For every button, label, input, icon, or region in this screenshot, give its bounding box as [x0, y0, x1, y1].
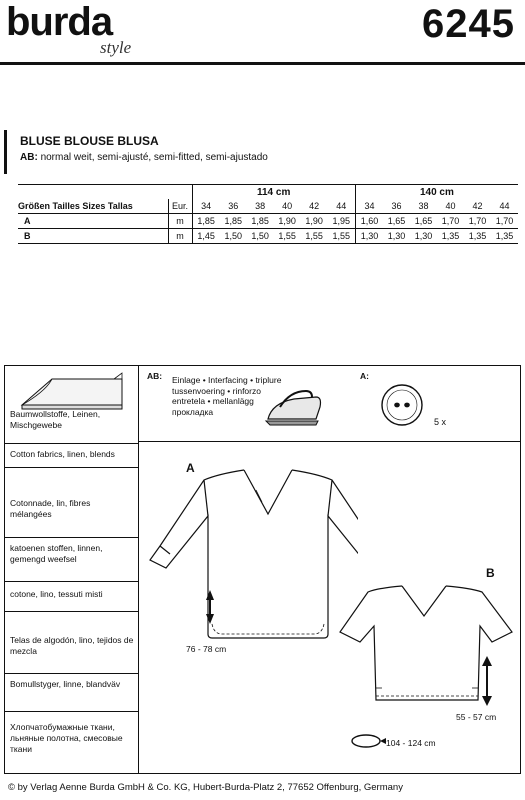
button-view-code: A: — [360, 371, 369, 381]
size-cell: 40 — [274, 199, 301, 214]
iron-icon — [262, 383, 324, 429]
yardage-cell: 1,45 — [192, 229, 220, 244]
yardage-cell: 1,35 — [464, 229, 491, 244]
row-unit: m — [168, 214, 192, 229]
row-view-a: A — [18, 214, 168, 229]
row-view-b: B — [18, 229, 168, 244]
yardage-cell: 1,30 — [355, 229, 383, 244]
view-b-label: B — [486, 566, 495, 580]
size-cell: 40 — [437, 199, 464, 214]
size-cell: 42 — [301, 199, 328, 214]
size-cell: 34 — [355, 199, 383, 214]
fabric-fr: Cotonnade, lin, fibres mélangées — [10, 498, 91, 519]
yardage-cell: 1,90 — [274, 214, 301, 229]
garment-title: BLUSE BLOUSE BLUSA — [20, 134, 159, 148]
yardage-cell: 1,65 — [383, 214, 410, 229]
notions-divider — [139, 441, 521, 442]
button-quantity: 5 x — [434, 417, 447, 427]
eur-header: Eur. — [168, 199, 192, 214]
yardage-cell: 1,85 — [220, 214, 247, 229]
yardage-cell: 1,70 — [437, 214, 464, 229]
yardage-cell: 1,55 — [301, 229, 328, 244]
fabric-bolt-icon — [18, 369, 128, 413]
fabric-ru: Хлопчатобумажные ткани, льняные полотна, смесовые ткани — [10, 722, 123, 754]
yardage-cell: 1,50 — [247, 229, 274, 244]
view-b-length: 55 - 57 cm — [456, 712, 497, 722]
fabric-it: cotone, lino, tessuti misti — [10, 589, 103, 599]
yardage-table — [18, 184, 518, 244]
view-a-label: A — [186, 461, 195, 475]
interfacing-line: entretela • mellanlägg — [172, 396, 254, 406]
fabric-divider — [4, 581, 138, 582]
fabric-de: Baumwollstoffe, Leinen, Mischgewebe — [10, 409, 101, 430]
size-cell: 38 — [247, 199, 274, 214]
view-b-length-arrow — [481, 656, 493, 706]
yardage-cell: 1,35 — [437, 229, 464, 244]
fabric-divider — [4, 467, 138, 468]
view-b-width: 104 - 124 cm — [386, 738, 436, 748]
yardage-cell: 1,95 — [328, 214, 356, 229]
fabric-nl: katoenen stoffen, linnen, gemengd weefsel — [10, 543, 103, 564]
title-marker — [4, 130, 7, 174]
yardage-cell: 1,30 — [410, 229, 437, 244]
yardage-cell: 1,90 — [301, 214, 328, 229]
fit-description — [20, 152, 268, 163]
fabric-sv: Bomullstyger, linne, blandväv — [10, 679, 121, 689]
size-cell: 44 — [328, 199, 356, 214]
yardage-cell: 1,50 — [220, 229, 247, 244]
width-group-140: 140 cm — [355, 185, 518, 200]
fabric-divider — [4, 611, 138, 612]
brand-logo: burda — [6, 0, 113, 44]
yardage-cell: 1,30 — [383, 229, 410, 244]
interfacing-line: tussenvoering • rinforzo — [172, 385, 261, 396]
yardage-cell: 1,85 — [247, 214, 274, 229]
fit-view-code: AB: — [20, 152, 38, 163]
yardage-cell: 1,65 — [410, 214, 437, 229]
yardage-cell: 1,35 — [491, 229, 518, 244]
row-unit: m — [168, 229, 192, 244]
yardage-cell: 1,70 — [491, 214, 518, 229]
fit-text: normal weit, semi-ajusté, semi-fitted, semi-ajustado — [40, 152, 268, 163]
table-row — [18, 229, 518, 244]
measuring-tape-icon — [350, 732, 386, 750]
interfacing-line: прокладка — [172, 406, 214, 417]
view-a-length: 76 - 78 cm — [186, 644, 227, 654]
size-header-label: Größen Tailles Sizes Tallas — [18, 199, 168, 214]
fabric-en: Cotton fabrics, linen, blends — [10, 449, 115, 459]
size-cell: 34 — [192, 199, 220, 214]
table-row — [18, 214, 518, 229]
fabric-divider — [4, 443, 138, 444]
header-rule — [0, 62, 525, 65]
width-group-114: 114 cm — [192, 185, 355, 200]
interfacing-line: Einlage • Interfacing • triplure — [172, 375, 282, 385]
yardage-cell: 1,60 — [355, 214, 383, 229]
brand-subtitle: style — [100, 38, 132, 57]
notions-view-code: AB: — [147, 371, 163, 381]
fabric-divider — [4, 537, 138, 538]
copyright-notice: © by Verlag Aenne Burda GmbH & Co. KG, Hubert-Burda-Platz 2, 77652 Offenburg, Germany — [8, 782, 403, 793]
size-cell: 36 — [383, 199, 410, 214]
size-cell: 42 — [464, 199, 491, 214]
yardage-cell: 1,70 — [464, 214, 491, 229]
size-cell: 44 — [491, 199, 518, 214]
button-icon — [379, 382, 425, 428]
size-cell: 38 — [410, 199, 437, 214]
yardage-cell: 1,55 — [274, 229, 301, 244]
fabric-column — [4, 365, 139, 774]
fabric-es: Telas de algodón, lino, tejidos de mezcla — [10, 635, 134, 656]
view-a-drawing — [148, 456, 358, 656]
size-cell: 36 — [220, 199, 247, 214]
yardage-cell: 1,85 — [192, 214, 220, 229]
pattern-number: 6245 — [422, 2, 515, 46]
yardage-cell: 1,55 — [328, 229, 356, 244]
fabric-divider — [4, 711, 138, 712]
fabric-divider — [4, 673, 138, 674]
